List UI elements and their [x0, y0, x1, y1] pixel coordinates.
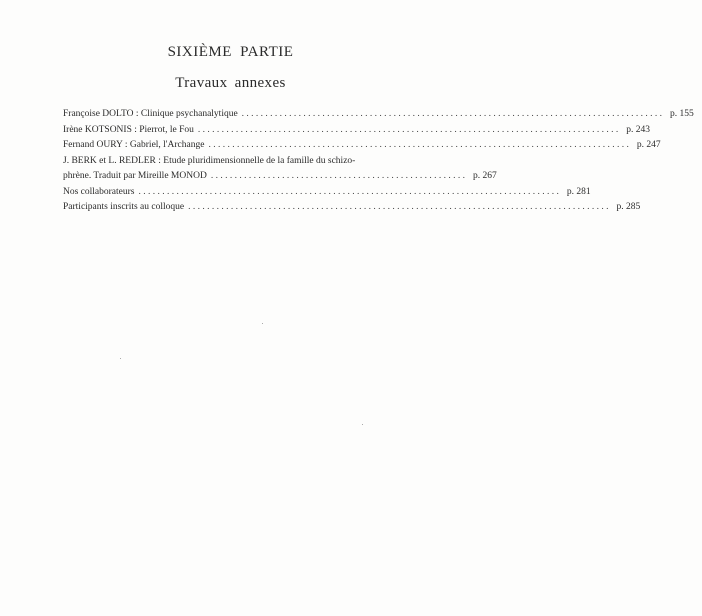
toc-leader [242, 107, 662, 123]
toc-entry-title: Françoise DOLTO : Clinique psychanalytique [63, 109, 238, 119]
toc-entry-title-line1: J. BERK et L. REDLER : Etude pluridimensionnelle de la famille du schizo- [63, 155, 356, 166]
paper-speck [262, 323, 263, 324]
toc-page-number: p. 281 [566, 186, 591, 197]
toc-leader [188, 200, 608, 216]
part-title: SIXIÈME PARTIE [167, 44, 294, 60]
toc-page-number: p. 247 [636, 140, 661, 150]
toc-page-number: p. 155 [670, 109, 694, 119]
toc-entry-title: Fernand OURY : Gabriel, l'Archange [63, 140, 205, 150]
toc-entry-participants [63, 200, 641, 216]
toc-entry-title: Participants inscrits au colloque [63, 202, 185, 212]
toc-entry-berk-redler [63, 154, 497, 185]
toc-entry-oury [63, 138, 661, 154]
toc-page-number: p. 243 [626, 124, 650, 135]
toc-entry-title-line2: phrène. Traduit par Mireille MONOD [63, 171, 207, 181]
toc-entry-dolto [63, 107, 694, 123]
toc-page-number: p. 267 [472, 171, 497, 181]
section-title: Travaux annexes [175, 75, 286, 91]
toc-entry-title: Nos collaborateurs [63, 186, 135, 197]
toc-leader: . . . . . . . . . . . . . . . . . . . . . . . . . . . . . . . . . . . . . . . . . . . . . . . . . . . . . . [210, 171, 465, 181]
toc-page-number: p. 285 [616, 202, 641, 212]
toc-leader [139, 185, 559, 201]
toc-entry-kotsonis [63, 123, 650, 139]
table-of-contents [63, 107, 694, 216]
toc-entry-collaborateurs [63, 185, 591, 201]
toc-leader [208, 138, 628, 154]
paper-speck [362, 424, 363, 425]
paper-speck [120, 358, 121, 359]
toc-leader [198, 123, 618, 139]
toc-entry-title: Irène KOTSONIS : Pierrot, le Fou [63, 124, 194, 135]
